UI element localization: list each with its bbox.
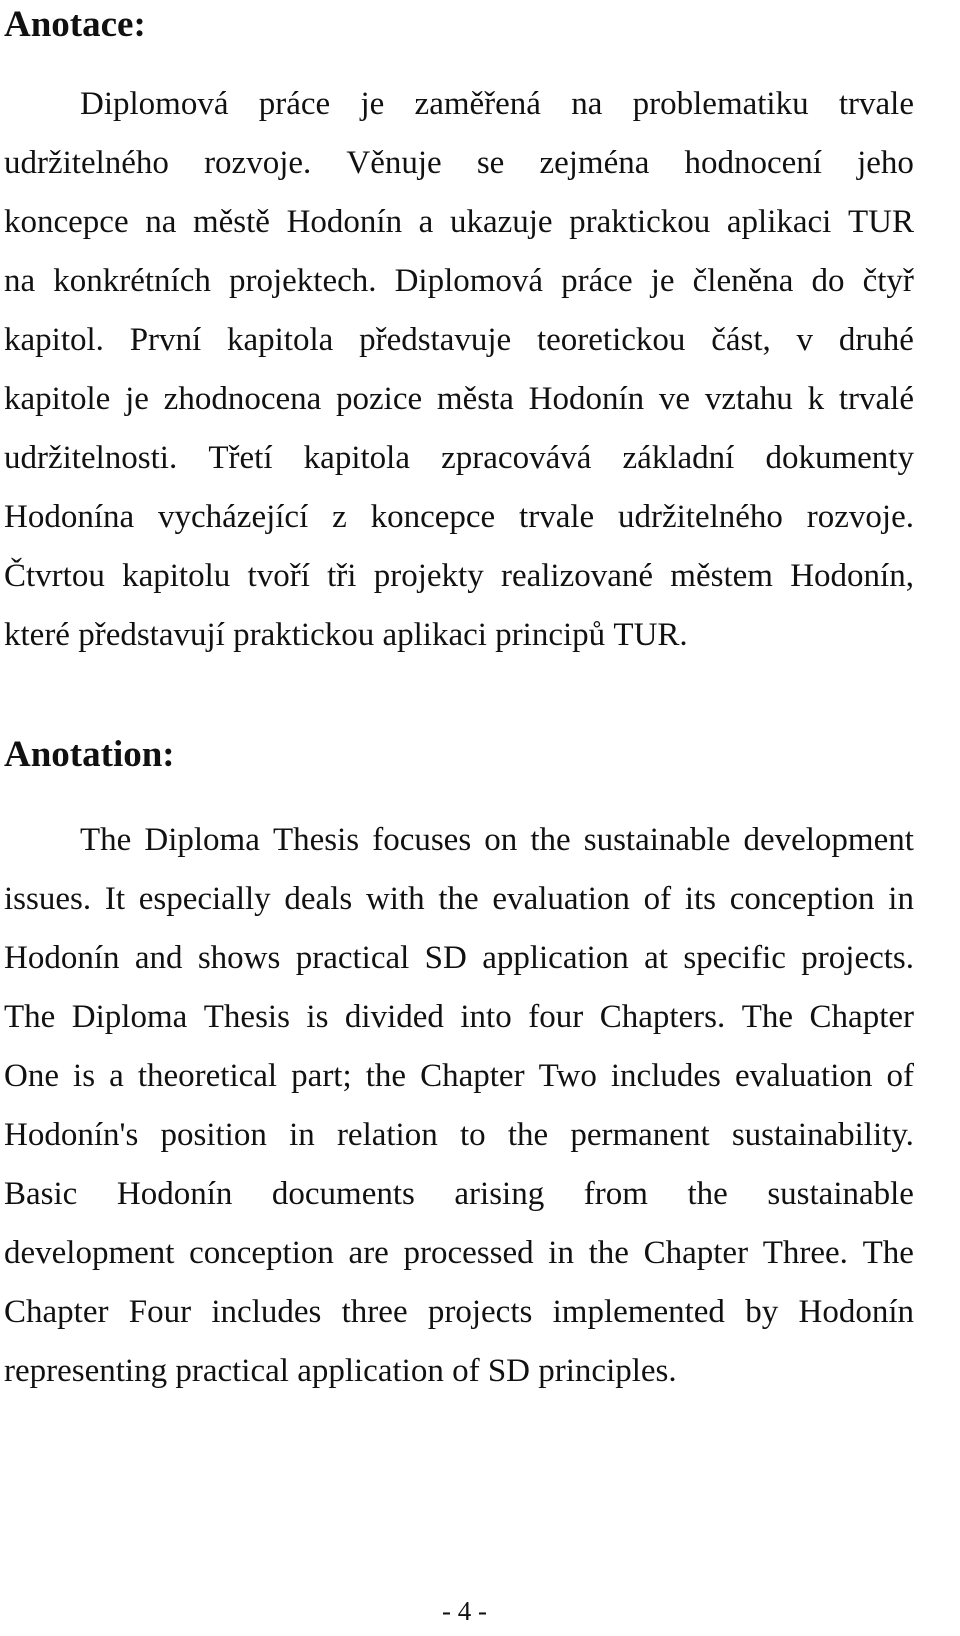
word: praktickou	[233, 617, 375, 653]
word: Hodonín	[528, 381, 645, 417]
word: městě	[192, 204, 270, 240]
word: and	[134, 940, 183, 976]
word: problematiku	[632, 86, 809, 122]
word: na	[4, 263, 36, 299]
word: Chapter	[643, 1235, 749, 1271]
word: conception	[729, 881, 875, 917]
word: hodnocení	[684, 145, 822, 181]
word: Diploma	[71, 999, 188, 1035]
word: permanent	[570, 1117, 710, 1153]
word: Three.	[762, 1235, 848, 1271]
english-abstract-line	[4, 942, 914, 975]
word: from	[583, 1176, 648, 1212]
word: are	[348, 1235, 389, 1271]
word: na	[571, 86, 603, 122]
word: position	[160, 1117, 267, 1153]
word: One	[4, 1058, 59, 1094]
word: at	[644, 940, 668, 976]
word: application	[482, 940, 629, 976]
word: Hodonín	[286, 204, 403, 240]
word: Diplomová	[80, 86, 229, 122]
word: je	[650, 263, 675, 299]
word: Hodonín's	[4, 1117, 139, 1153]
word: Hodonín	[116, 1176, 233, 1212]
word: k	[807, 381, 825, 417]
word: města	[436, 381, 514, 417]
word: sustainable	[767, 1176, 914, 1212]
word: Basic	[4, 1176, 78, 1212]
czech-abstract-heading: Anotace:	[4, 4, 146, 45]
word: issues.	[4, 881, 92, 917]
word: dokumenty	[765, 440, 914, 476]
word: představuje	[359, 322, 512, 358]
word: které	[4, 617, 70, 653]
word: in	[289, 1117, 315, 1153]
word: udržitelnosti.	[4, 440, 178, 476]
word: theoretical	[137, 1058, 278, 1094]
word: application	[297, 1353, 444, 1389]
word: with	[365, 881, 425, 917]
word: is	[73, 1058, 96, 1094]
word: koncepce	[4, 204, 129, 240]
word: vztahu	[704, 381, 793, 417]
word: zaměřená	[414, 86, 541, 122]
word: to	[459, 1117, 486, 1153]
english-abstract-line	[4, 1119, 914, 1152]
word: na	[145, 204, 177, 240]
czech-abstract-line	[4, 324, 914, 357]
word: představují	[78, 617, 225, 653]
word: zpracovává	[441, 440, 592, 476]
word: a	[418, 204, 434, 240]
word: koncepce	[370, 499, 496, 535]
word: conception	[189, 1235, 334, 1271]
word: SD	[424, 940, 467, 976]
word: aplikaci	[382, 617, 487, 653]
word: of	[886, 1058, 914, 1094]
word: městem	[670, 558, 773, 594]
word: Hodonín,	[790, 558, 914, 594]
word: focuses	[372, 822, 472, 858]
word: v	[796, 322, 814, 358]
word: in	[548, 1235, 574, 1271]
word: pozice	[336, 381, 423, 417]
word: deals	[284, 881, 353, 917]
word: je	[360, 86, 385, 122]
english-abstract-line	[4, 1001, 914, 1034]
word: The	[741, 999, 794, 1035]
word: tvoří	[247, 558, 310, 594]
czech-abstract-line	[4, 442, 914, 475]
english-abstract-line	[4, 1296, 914, 1329]
word: projects	[427, 1294, 533, 1330]
czech-abstract-line	[4, 501, 914, 534]
word: vycházející	[158, 499, 309, 535]
word: arising	[454, 1176, 545, 1212]
word: in	[888, 881, 914, 917]
word: Thesis	[272, 822, 360, 858]
word: kapitola	[226, 322, 334, 358]
word: Hodonín	[798, 1294, 914, 1330]
word: the	[530, 822, 571, 858]
word: jeho	[857, 145, 914, 181]
word: ukazuje	[449, 204, 553, 240]
word: konkrétních	[53, 263, 211, 299]
word: principles.	[538, 1353, 677, 1389]
czech-abstract-line	[4, 147, 914, 180]
word: on	[484, 822, 518, 858]
czech-abstract-line	[4, 383, 914, 416]
english-abstract-line	[4, 883, 914, 916]
word: divided	[344, 999, 444, 1035]
word: projekty	[373, 558, 484, 594]
word: The	[80, 822, 132, 858]
word: zejména	[539, 145, 650, 181]
word: The	[862, 1235, 914, 1271]
word: Věnuje	[346, 145, 442, 181]
word: realizované	[500, 558, 654, 594]
word: trvale	[519, 499, 595, 535]
word: ve	[658, 381, 691, 417]
word: kapitola	[303, 440, 410, 476]
word: shows	[197, 940, 281, 976]
word: sustainable	[583, 822, 731, 858]
english-abstract-line	[4, 1178, 914, 1211]
word: principů	[495, 617, 606, 653]
word: teoretickou	[536, 322, 686, 358]
word: tři	[327, 558, 357, 594]
word: processed	[403, 1235, 534, 1271]
word: four	[528, 999, 584, 1035]
word: documents	[271, 1176, 415, 1212]
word: Four	[128, 1294, 192, 1330]
word: TUR	[847, 204, 914, 240]
word: zhodnocena	[163, 381, 322, 417]
word: The	[4, 999, 56, 1035]
word: Thesis	[203, 999, 290, 1035]
word: evaluation	[734, 1058, 873, 1094]
word: It	[104, 881, 125, 917]
word: the	[365, 1058, 407, 1094]
word: the	[438, 881, 479, 917]
english-abstract-line	[4, 1237, 914, 1270]
word: trvalé	[838, 381, 914, 417]
word: trvale	[838, 86, 914, 122]
word: aplikaci	[726, 204, 832, 240]
page-number: - 4 -	[442, 1596, 487, 1626]
word: development	[4, 1235, 175, 1271]
word: sustainability.	[731, 1117, 914, 1153]
word: udržitelného	[618, 499, 783, 535]
word: z	[332, 499, 347, 535]
czech-abstract-line	[4, 206, 914, 239]
word: druhé	[838, 322, 914, 358]
word: čtyř	[862, 263, 914, 299]
word: udržitelného	[4, 145, 169, 181]
english-abstract-line	[4, 1060, 914, 1093]
word: rozvoje.	[204, 145, 312, 181]
word: základní	[622, 440, 735, 476]
word: se	[476, 145, 505, 181]
word: specific	[683, 940, 786, 976]
word: by	[745, 1294, 779, 1330]
word: Diplomová	[394, 263, 544, 299]
word: Hodonín	[4, 940, 120, 976]
word: práce	[561, 263, 633, 299]
word: includes	[610, 1058, 721, 1094]
word: projects.	[801, 940, 914, 976]
word: TUR.	[613, 617, 688, 653]
word: Chapter	[4, 1294, 109, 1330]
word: relation	[336, 1117, 438, 1153]
word: a	[109, 1058, 124, 1094]
word: První	[129, 322, 202, 358]
word: část,	[711, 322, 771, 358]
word: implemented	[552, 1294, 725, 1330]
word: práce	[258, 86, 331, 122]
word: Chapter	[420, 1058, 525, 1094]
word: includes	[211, 1294, 322, 1330]
word: kapitol.	[4, 322, 104, 358]
word: the	[687, 1176, 728, 1212]
word: rozvoje.	[806, 499, 914, 535]
word: Chapter	[809, 999, 914, 1035]
czech-abstract-line	[4, 265, 914, 298]
word: the	[588, 1235, 629, 1271]
english-abstract-line	[80, 824, 914, 857]
word: of	[643, 881, 672, 917]
word: three	[341, 1294, 408, 1330]
word: evaluation	[492, 881, 630, 917]
word: the	[507, 1117, 549, 1153]
word: practical	[175, 1353, 289, 1389]
word: development	[743, 822, 914, 858]
word: kapitolu	[122, 558, 231, 594]
word: SD	[487, 1353, 531, 1389]
word: part;	[291, 1058, 352, 1094]
word: Třetí	[208, 440, 273, 476]
word: kapitole	[4, 381, 111, 417]
czech-abstract-line	[4, 619, 914, 652]
word: representing	[4, 1353, 168, 1389]
word: členěna	[692, 263, 794, 299]
word: Two	[538, 1058, 597, 1094]
word: practical	[295, 940, 410, 976]
word: its	[684, 881, 717, 917]
word: projektech.	[228, 263, 377, 299]
czech-abstract-line	[4, 560, 914, 593]
word: je	[125, 381, 149, 417]
word: Diploma	[144, 822, 260, 858]
word: into	[460, 999, 512, 1035]
english-abstract-line	[4, 1355, 914, 1388]
word: of	[452, 1353, 480, 1389]
word: especially	[138, 881, 271, 917]
word: Chapters.	[599, 999, 726, 1035]
word: is	[306, 999, 329, 1035]
english-abstract-heading: Anotation:	[4, 734, 175, 775]
czech-abstract-line	[80, 88, 914, 121]
word: praktickou	[569, 204, 711, 240]
word: Hodonína	[4, 499, 135, 535]
word: do	[811, 263, 845, 299]
word: Čtvrtou	[4, 558, 105, 594]
